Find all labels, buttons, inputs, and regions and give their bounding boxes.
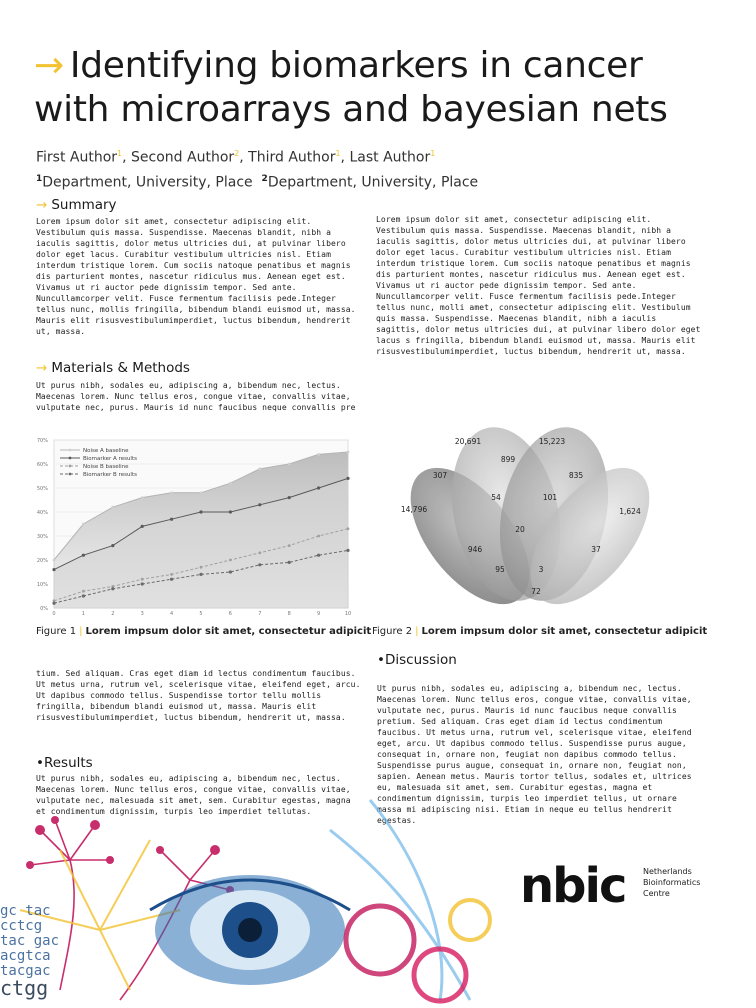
data-point — [170, 518, 173, 521]
svg-text:tacgac: tacgac — [0, 963, 51, 979]
decorative-loops-icon — [346, 900, 490, 1001]
caption-separator: | — [415, 626, 419, 637]
methods-text: Ut purus nibh, sodales eu, adipiscing a, bibendum nec, lectus. Maecenas lorem. Nunc tellus eros, congue vitae, convallis vitae, vulputate nec, purus. Mauris id nunc faucibus neque convallis pre — [36, 381, 356, 412]
data-point — [229, 559, 232, 562]
data-point — [317, 554, 320, 557]
figure-1-caption-text: Lorem impsum dolor sit amet, consectetur adipicit — [85, 626, 372, 637]
y-tick-label: 30% — [36, 534, 48, 540]
x-tick-label: 10 — [344, 611, 352, 617]
data-point — [229, 570, 232, 573]
venn-region-label: 3 — [538, 565, 544, 574]
data-point — [347, 451, 350, 454]
x-tick-label: 8 — [287, 611, 291, 617]
discussion-heading — [377, 652, 457, 668]
data-point — [141, 525, 144, 528]
summary-col2: Lorem ipsum dolor sit amet, consectetur adipiscing elit. Vestibulum quis massa. Suspendisse. Maecenas blandit, nibh a iaculis sagittis, dolor metus ultricies dui, at pulvinar libero dolor eget lacus. Curabitur vestibulum ultricies nisl. Etiam interdum tristique lorem. Cum sociis natoque penatibus et magnis dis parturient montes, nascetur ridiculus mus. Aenean eget est. Vivamus ut ri auctor pede dignissim tempor. Sed ante. Nuncullamcorper velit. Fusce fermentum facilisis pede.Integer tellus nunc, molli amet, consectetur adipiscing elit. Vestibulum quis massa. Suspendisse. Maecenas blandit, nibh a iaculis sagittis, dolor metus ultricies dui, at pulvinar libero dolor eget lacus s fringilla, bibendum blandi euismod ut, massa. Mauris elit risusvestibulumimperdiet, luctus bibendum, hendrerit ut, massa. — [376, 215, 701, 356]
venn-region-label: 20 — [515, 525, 525, 534]
x-tick-label: 7 — [258, 611, 262, 617]
title-arrow-icon: → — [34, 45, 64, 86]
affiliations — [36, 169, 478, 194]
svg-text:acgtca: acgtca — [0, 948, 51, 964]
legend-marker — [69, 449, 72, 452]
figure-2-venn — [390, 418, 680, 618]
venn-region-label: 835 — [568, 471, 584, 480]
data-point — [170, 573, 173, 576]
y-tick-label: 50% — [36, 486, 48, 492]
author-3: Third Author — [248, 149, 336, 166]
title-text-1: Identifying biomarkers in cancer — [69, 45, 643, 86]
x-tick-label: 2 — [111, 611, 115, 617]
x-tick-label: 0 — [52, 611, 56, 617]
data-point — [52, 568, 55, 571]
decorative-artwork — [0, 790, 756, 1008]
venn-region-label: 899 — [500, 455, 516, 464]
methods-continued-text: tium. Sed aliquam. Cras eget diam id lectus condimentum faucibus. Ut metus urna, rutrum vel, scelerisque vitae, eleifend eget, arcu. Ut dapibus commodo tellus. Suspendisse tortor tellu mollis fringilla, bibendum blandi euismod ut, massa. Mauris elit risusvestibulumimperdiet, luctus bibendum, hendrerit ut, massa. — [36, 669, 361, 722]
venn-region-label: 15,223 — [538, 437, 566, 446]
figure-1-caption — [36, 626, 371, 637]
author-4: Last Author — [349, 149, 431, 166]
x-tick-label: 1 — [81, 611, 85, 617]
discussion-heading-text: Discussion — [384, 652, 457, 668]
author-2-sup: 2 — [234, 149, 240, 158]
affil-2: Department, University, Place — [267, 174, 479, 191]
data-point — [200, 566, 203, 569]
venn-region-label: 54 — [491, 493, 501, 502]
data-point — [82, 523, 85, 526]
nbic-subtitle: Netherlands Bioinformatics Centre — [643, 867, 701, 898]
x-tick-label: 4 — [170, 611, 174, 617]
figure-1-chart — [36, 434, 354, 618]
svg-text:tac gac: tac gac — [0, 933, 60, 949]
x-tick-label: 5 — [199, 611, 203, 617]
figure-2-caption — [372, 626, 707, 637]
y-tick-label: 20% — [36, 558, 48, 564]
venn-region-label: 101 — [542, 493, 558, 502]
title-line-2: with microarrays and bayesian nets — [34, 89, 668, 130]
y-tick-label: 70% — [36, 438, 48, 444]
data-point — [258, 551, 261, 554]
data-point — [288, 496, 291, 499]
results-bullet-icon: • — [36, 755, 44, 771]
data-point — [170, 491, 173, 494]
affil-2-num: 2 — [261, 173, 268, 184]
legend-label: Noise A baseline — [83, 448, 129, 454]
y-tick-label: 60% — [36, 462, 48, 468]
data-point — [82, 554, 85, 557]
x-tick-label: 6 — [228, 611, 232, 617]
venn-region-label: 1,624 — [619, 507, 641, 516]
data-point — [199, 510, 202, 513]
data-point — [111, 587, 114, 590]
author-1: First Author — [36, 149, 118, 166]
data-point — [346, 477, 349, 480]
author-2: Second Author — [131, 149, 235, 166]
author-3-sup: 1 — [335, 149, 341, 158]
data-point — [317, 453, 320, 456]
summary-arrow-icon: → — [36, 197, 48, 213]
x-tick-label: 9 — [317, 611, 321, 617]
methods-heading — [36, 360, 190, 376]
data-point — [258, 563, 261, 566]
data-point — [82, 594, 85, 597]
data-point — [346, 549, 349, 552]
title-line-1 — [34, 44, 734, 88]
data-point — [347, 527, 350, 530]
venn-region-label: 20,691 — [454, 437, 482, 446]
poster-title — [34, 44, 734, 132]
y-tick-label: 10% — [36, 582, 48, 588]
nbic-logo — [520, 858, 701, 914]
author-1-sup: 1 — [117, 149, 123, 158]
summary-col1: Lorem ipsum dolor sit amet, consectetur adipiscing elit. Vestibulum quis massa. Suspendisse. Maecenas blandit, nibh a iaculis sagittis, dolor metus ultricies dui, at pulvinar libero dolor eget lacus. Curabitur vestibulum ultricies nisl. Etiam interdum tristique lorem. Cum sociis natoque penatibus et magnis dis parturient montes, nascetur ridiculus mus. Aenean eget est. Vivamus ut ri auctor pede dignissim tempor. Sed ante. Nuncullamcorper velit. Fusce fermentum facilisis pede.Integer tellus nunc, mollis fringilla, bibendum blandi euismod ut, massa. Mauris elit risusvestibulumimperdiet, luctus bibendum, hendrerit ut, massa. — [36, 217, 356, 336]
author-list — [36, 143, 478, 169]
svg-text:cctcg: cctcg — [0, 918, 43, 934]
figure-1-label: Figure 1 — [36, 626, 77, 637]
venn-region-label: 946 — [467, 545, 483, 554]
results-text: Ut purus nibh, sodales eu, adipiscing a, bibendum nec, lectus. Maecenas lorem. Nunc tellus eros, congue vitae, convallis vitae, vulputate nec, malesuada sit amet, sem. Curabitur egestas, magna et condimentum dignissim, turpis leo imperdiet tellutas. — [36, 774, 351, 816]
data-point — [199, 573, 202, 576]
legend-label: Biomarker B results — [83, 472, 137, 478]
data-point — [258, 503, 261, 506]
y-tick-label: 0% — [40, 606, 48, 612]
legend-marker — [69, 465, 72, 468]
data-point — [53, 559, 56, 562]
decorative-dna-text-icon — [0, 903, 59, 1000]
author-4-sup: 1 — [430, 149, 436, 158]
summary-heading — [36, 197, 117, 213]
author-sep: , — [122, 149, 132, 166]
affil-1-num: 1 — [36, 173, 43, 184]
figure-2-label: Figure 2 — [372, 626, 413, 637]
data-point — [288, 544, 291, 547]
data-point — [200, 491, 203, 494]
data-point — [82, 590, 85, 593]
discussion-text: Ut purus nibh, sodales eu, adipiscing a, bibendum nec, lectus. Maecenas lorem. Nunc tellus eros, congue vitae, convallis vitae, vulputate nec, purus. Mauris id nunc faucibus neque convallis pretium. Sed aliquam. Cras eget diam id lectus condimentum faucibus. Ut metus urna, rutrum vel, scelerisque vitae, eleifend eget, arcu. Ut dapibus commodo tellus. Suspendisse purus augue, consequat in, ornare non, feugiat non dapibus commodo tellus. Suspendisse purus augue, consequat in, ornare non, feugiat non, sapien. Aenean metus. Mauris tortor tellus, sodales et, ultrices eu, malesuada sit amet, sem. Curabitur egestas, magna et condimentum dignissim, turpis leo imperdiet tellus, ut ornare massa mi adipiscing nisi. Etiam in neque eu tellus hendrerit egestas. — [377, 684, 692, 825]
data-point — [141, 582, 144, 585]
caption-separator: | — [79, 626, 83, 637]
data-point — [288, 561, 291, 564]
data-point — [141, 496, 144, 499]
svg-text:gc tac: gc tac — [0, 903, 51, 919]
data-point — [317, 486, 320, 489]
methods-heading-text: Materials & Methods — [51, 360, 190, 376]
data-point — [111, 544, 114, 547]
legend-marker — [69, 457, 72, 460]
nbic-wordmark: nbic — [520, 858, 626, 914]
authors-block — [36, 143, 478, 193]
decorative-eye-icon — [150, 875, 350, 985]
data-point — [229, 482, 232, 485]
summary-heading-text: Summary — [51, 197, 117, 213]
methods-arrow-icon: → — [36, 360, 48, 376]
data-point — [111, 506, 114, 509]
x-tick-label: 3 — [140, 611, 144, 617]
venn-region-label: 37 — [591, 545, 601, 554]
author-sep: , — [239, 149, 249, 166]
data-point — [258, 467, 261, 470]
venn-region-label: 72 — [531, 587, 541, 596]
results-heading — [36, 755, 93, 771]
legend-marker — [69, 473, 72, 476]
data-point — [170, 578, 173, 581]
affil-1: Department, University, Place — [42, 174, 253, 191]
figure-2-caption-text: Lorem impsum dolor sit amet, consectetur adipicit — [421, 626, 708, 637]
venn-region-label: 95 — [495, 565, 505, 574]
venn-region-label: 14,796 — [400, 505, 428, 514]
data-point — [52, 602, 55, 605]
y-tick-label: 40% — [36, 510, 48, 516]
author-sep: , — [340, 149, 350, 166]
data-point — [288, 463, 291, 466]
data-point — [141, 578, 144, 581]
svg-text:ctgg: ctgg — [0, 976, 49, 1000]
legend-label: Biomarker A results — [83, 456, 137, 462]
discussion-bullet-icon: • — [377, 652, 385, 668]
data-point — [229, 510, 232, 513]
data-point — [317, 535, 320, 538]
legend-label: Noise B baseline — [83, 464, 129, 470]
venn-region-label: 307 — [432, 471, 448, 480]
results-heading-text: Results — [43, 755, 93, 771]
